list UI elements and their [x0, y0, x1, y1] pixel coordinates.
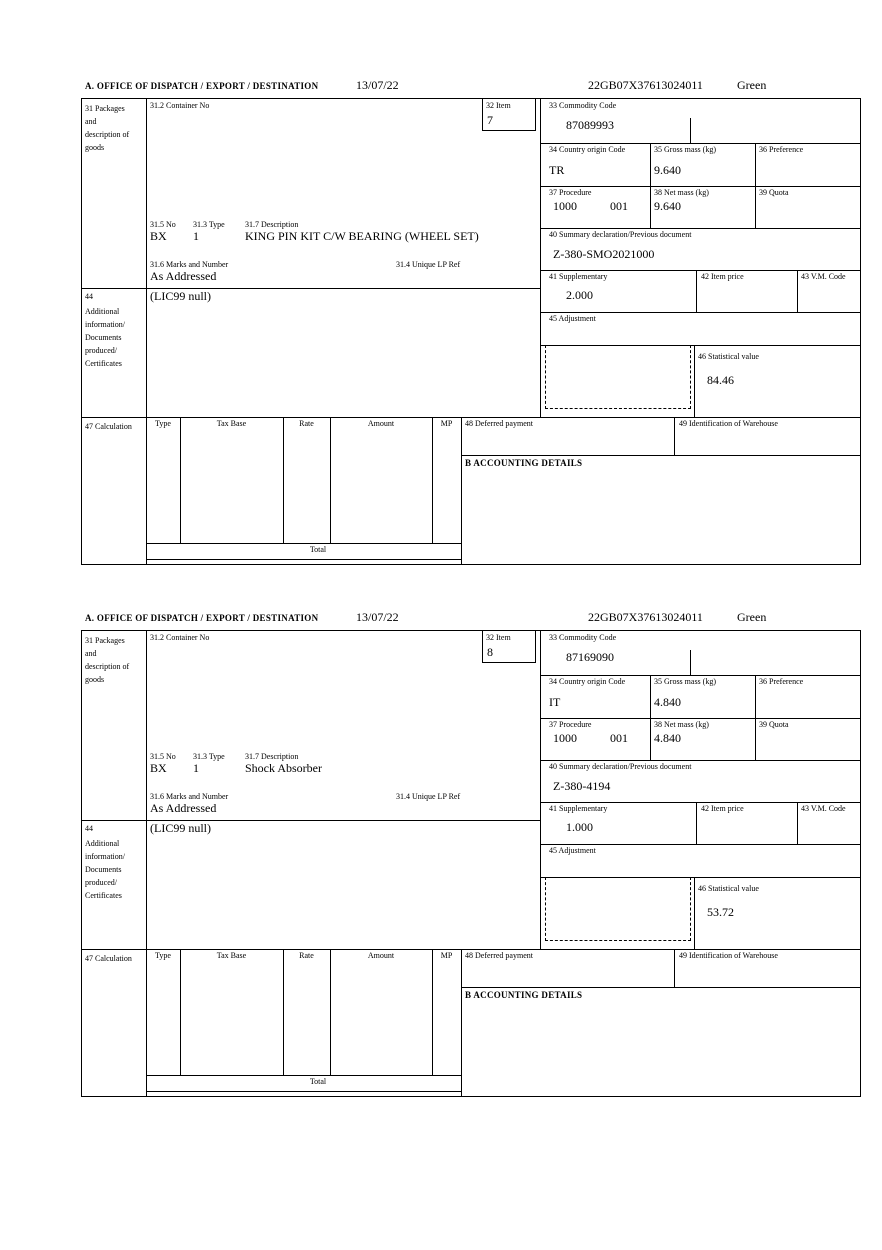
total-label: Total — [309, 1077, 327, 1086]
adjustment-dashed-area — [545, 345, 691, 409]
previous-document-value: Z-380-4194 — [553, 779, 611, 793]
grid-line — [81, 417, 861, 418]
grid-line — [540, 270, 860, 271]
tax-mp-header: MP — [440, 419, 453, 428]
grid-line — [461, 417, 462, 564]
gross-mass-label: 35 Gross mass (kg) — [654, 677, 716, 686]
grid-line — [482, 130, 536, 131]
adjustment-dashed-area — [545, 877, 691, 941]
supplementary-label: 41 Supplementary — [549, 272, 608, 281]
grid-line — [540, 760, 860, 761]
grid-line — [540, 630, 541, 949]
grid-line — [330, 417, 331, 543]
tax-amount-header: Amount — [367, 951, 395, 960]
grid-line — [461, 455, 860, 456]
supplementary-value: 2.000 — [566, 288, 593, 302]
marks-value: As Addressed — [150, 269, 217, 283]
previous-document-label: 40 Summary declaration/Previous document — [549, 230, 692, 239]
item-no-label: 32 Item — [486, 101, 511, 110]
marks-value: As Addressed — [150, 801, 217, 815]
box44-number-label: 44 — [85, 824, 93, 833]
description-label: 31.7 Description — [245, 752, 299, 761]
grid-line — [146, 559, 462, 560]
commodity-code-value: 87169090 — [566, 650, 614, 664]
quota-label: 39 Quota — [759, 720, 789, 729]
grid-line — [180, 949, 181, 1075]
commodity-code-label: 33 Commodity Code — [549, 633, 617, 642]
procedure-label: 37 Procedure — [549, 188, 592, 197]
package-no-label: 31.5 No — [150, 220, 176, 229]
grid-line — [283, 417, 284, 543]
quota-label: 39 Quota — [759, 188, 789, 197]
vm-code-label: 43 V.M. Code — [801, 272, 846, 281]
statistical-value: 53.72 — [707, 905, 734, 919]
grid-line — [432, 417, 433, 543]
grid-line — [755, 675, 756, 760]
grid-line — [482, 98, 483, 130]
grid-line — [330, 949, 331, 1075]
deferred-payment-label: 48 Deferred payment — [465, 419, 533, 428]
tax-mp-header: MP — [440, 951, 453, 960]
additional-info-value: (LIC99 null) — [150, 289, 211, 303]
tax-base-header: Tax Base — [216, 419, 247, 428]
item-no-label: 32 Item — [486, 633, 511, 642]
box31-packages-label: 31 Packages and description of goods — [85, 636, 130, 684]
grid-line — [540, 844, 860, 845]
procedure-label: 37 Procedure — [549, 720, 592, 729]
grid-line — [432, 949, 433, 1075]
commodity-code-separator — [690, 650, 691, 675]
grid-line — [860, 630, 861, 1096]
grid-line — [146, 543, 462, 544]
grid-line — [146, 630, 147, 1096]
grid-line — [81, 630, 82, 1096]
grid-line — [482, 630, 483, 662]
goods-description-value: KING PIN KIT C/W BEARING (WHEEL SET) — [245, 229, 479, 243]
grid-line — [797, 270, 798, 312]
grid-line — [755, 143, 756, 228]
grid-line — [146, 1091, 462, 1092]
commodity-code-separator — [690, 118, 691, 143]
tax-type-header: Type — [155, 951, 171, 960]
grid-line — [696, 270, 697, 312]
net-mass-label: 38 Net mass (kg) — [654, 720, 709, 729]
origin-code-value: IT — [549, 695, 561, 709]
declaration-item-block — [0, 78, 882, 578]
accounting-details-label: B ACCOUNTING DETAILS — [465, 458, 583, 468]
origin-code-label: 34 Country origin Code — [549, 145, 626, 154]
procedure-value-2: 001 — [610, 731, 628, 745]
preference-label: 36 Preference — [759, 677, 804, 686]
grid-line — [674, 417, 675, 455]
grid-line — [81, 1096, 861, 1097]
grid-line — [81, 98, 82, 564]
gross-mass-label: 35 Gross mass (kg) — [654, 145, 716, 154]
grid-line — [535, 98, 536, 130]
supplementary-value: 1.000 — [566, 820, 593, 834]
grid-line — [540, 98, 541, 417]
grid-line — [283, 949, 284, 1075]
office-of-dispatch-label: A. OFFICE OF DISPATCH / EXPORT / DESTINATION — [85, 81, 319, 91]
box44-additional-label: Additional information/ Documents produced/ Certificates — [85, 839, 125, 900]
grid-line — [696, 802, 697, 844]
declaration-reference: 22GB07X37613024011 — [588, 610, 703, 624]
package-code-value: BX — [150, 229, 167, 243]
grid-line — [540, 143, 860, 144]
grid-line — [540, 186, 860, 187]
routing-status: Green — [737, 610, 767, 624]
additional-info-value: (LIC99 null) — [150, 821, 211, 835]
adjustment-label: 45 Adjustment — [549, 846, 596, 855]
supplementary-label: 41 Supplementary — [549, 804, 608, 813]
grid-line — [797, 802, 798, 844]
adjustment-label: 45 Adjustment — [549, 314, 596, 323]
package-code-value: BX — [150, 761, 167, 775]
declaration-date: 13/07/22 — [356, 610, 399, 624]
goods-description-value: Shock Absorber — [245, 761, 322, 775]
unique-lp-ref-label: 31.4 Unique LP Ref — [396, 792, 461, 801]
box47-calculation-label: 47 Calculation — [85, 954, 132, 963]
item-no-value: 8 — [487, 645, 493, 659]
deferred-payment-label: 48 Deferred payment — [465, 951, 533, 960]
net-mass-value: 9.640 — [654, 199, 681, 213]
grid-line — [694, 877, 695, 949]
package-count-value: 1 — [193, 229, 199, 243]
statistical-value: 84.46 — [707, 373, 734, 387]
grid-line — [540, 228, 860, 229]
box31-packages-label: 31 Packages and description of goods — [85, 104, 130, 152]
tax-type-header: Type — [155, 419, 171, 428]
grid-line — [146, 1075, 462, 1076]
package-count-value: 1 — [193, 761, 199, 775]
previous-document-value: Z-380-SMO2021000 — [553, 247, 655, 261]
grid-line — [482, 662, 536, 663]
grid-line — [650, 675, 651, 760]
gross-mass-value: 4.840 — [654, 695, 681, 709]
item-price-label: 42 Item price — [701, 804, 744, 813]
box44-additional-label: Additional information/ Documents produced/ Certificates — [85, 307, 125, 368]
grid-line — [81, 630, 861, 631]
grid-line — [461, 987, 860, 988]
declaration-date: 13/07/22 — [356, 78, 399, 92]
container-no-label: 31.2 Container No — [150, 101, 210, 110]
grid-line — [180, 417, 181, 543]
routing-status: Green — [737, 78, 767, 92]
box47-calculation-label: 47 Calculation — [85, 422, 132, 431]
statistical-value-label: 46 Statistical value — [698, 884, 759, 893]
preference-label: 36 Preference — [759, 145, 804, 154]
grid-line — [540, 675, 860, 676]
grid-line — [146, 98, 147, 564]
grid-line — [694, 345, 695, 417]
commodity-code-value: 87089993 — [566, 118, 614, 132]
warehouse-id-label: 49 Identification of Warehouse — [679, 951, 778, 960]
description-label: 31.7 Description — [245, 220, 299, 229]
commodity-code-label: 33 Commodity Code — [549, 101, 617, 110]
total-label: Total — [309, 545, 327, 554]
net-mass-label: 38 Net mass (kg) — [654, 188, 709, 197]
package-no-label: 31.5 No — [150, 752, 176, 761]
procedure-value-2: 001 — [610, 199, 628, 213]
grid-line — [81, 949, 861, 950]
net-mass-value: 4.840 — [654, 731, 681, 745]
box44-number-label: 44 — [85, 292, 93, 301]
marks-label: 31.6 Marks and Number — [150, 792, 229, 801]
grid-line — [535, 630, 536, 662]
vm-code-label: 43 V.M. Code — [801, 804, 846, 813]
tax-rate-header: Rate — [299, 419, 314, 428]
office-of-dispatch-label: A. OFFICE OF DISPATCH / EXPORT / DESTINATION — [85, 613, 319, 623]
grid-line — [461, 949, 462, 1096]
tax-amount-header: Amount — [367, 419, 395, 428]
declaration-reference: 22GB07X37613024011 — [588, 78, 703, 92]
grid-line — [650, 143, 651, 228]
accounting-details-label: B ACCOUNTING DETAILS — [465, 990, 583, 1000]
grid-line — [81, 98, 861, 99]
tax-rate-header: Rate — [299, 951, 314, 960]
package-type-label: 31.3 Type — [193, 220, 225, 229]
container-no-label: 31.2 Container No — [150, 633, 210, 642]
procedure-value: 1000 — [553, 199, 577, 213]
package-type-label: 31.3 Type — [193, 752, 225, 761]
item-price-label: 42 Item price — [701, 272, 744, 281]
procedure-value: 1000 — [553, 731, 577, 745]
origin-code-label: 34 Country origin Code — [549, 677, 626, 686]
previous-document-label: 40 Summary declaration/Previous document — [549, 762, 692, 771]
grid-line — [860, 98, 861, 564]
origin-code-value: TR — [549, 163, 565, 177]
grid-line — [81, 564, 861, 565]
warehouse-id-label: 49 Identification of Warehouse — [679, 419, 778, 428]
tax-base-header: Tax Base — [216, 951, 247, 960]
gross-mass-value: 9.640 — [654, 163, 681, 177]
statistical-value-label: 46 Statistical value — [698, 352, 759, 361]
grid-line — [540, 718, 860, 719]
unique-lp-ref-label: 31.4 Unique LP Ref — [396, 260, 461, 269]
grid-line — [540, 802, 860, 803]
grid-line — [674, 949, 675, 987]
item-no-value: 7 — [487, 113, 493, 127]
grid-line — [540, 312, 860, 313]
declaration-item-block — [0, 610, 882, 1110]
marks-label: 31.6 Marks and Number — [150, 260, 229, 269]
